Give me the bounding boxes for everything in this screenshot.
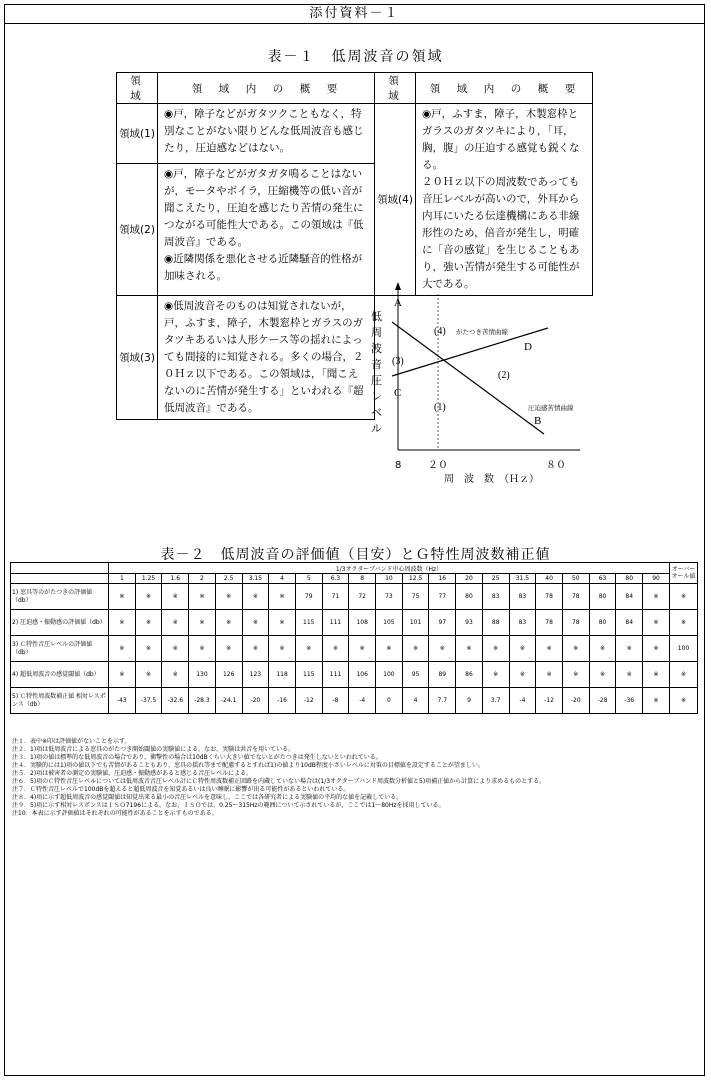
freq-header: 20 xyxy=(456,574,483,584)
freq-header: 50 xyxy=(562,574,589,584)
table-cell: 93 xyxy=(456,610,483,636)
notes-block xyxy=(12,738,545,818)
table-cell: 130 xyxy=(189,662,216,688)
graph-label-3: (3) xyxy=(392,356,404,367)
table-cell: 89 xyxy=(429,662,456,688)
table-cell: -20 xyxy=(562,688,589,714)
table-cell: 79 xyxy=(295,584,322,610)
table2-title: 表－２ 低周波音の評価値（目安）とＧ特性周波数補正値 xyxy=(160,547,551,563)
table2-freq-group-header: 1/3オクターブバンド中心周波数（Hz） xyxy=(109,563,670,574)
freq-header: 25 xyxy=(482,574,509,584)
note-line: 注４．実験的には1)項の値以下でも苦情があることもあり，窓具の揺れ等まで配慮するとすれば1)の値より10dB程度小さいレベルに対策の目標値を設定することが望ましい。 xyxy=(12,762,484,769)
table-cell: ※ xyxy=(643,688,670,714)
table1-title: 表－１ 低周波音の領域 xyxy=(267,49,444,65)
table-cell: ※ xyxy=(135,662,162,688)
table-cell: 123 xyxy=(242,662,269,688)
table-cell: ※ xyxy=(643,636,670,662)
region-graph-svg xyxy=(366,272,584,484)
region-4-text-a: ◉戸，ふすま，障子，木製窓枠とガラスのガタツキにより，「耳，胸，腹」の圧迫する感覚も鋭くなる。 xyxy=(422,108,580,171)
table-cell: 80 xyxy=(589,584,616,610)
table-cell: ※ xyxy=(215,636,242,662)
table-cell: -4 xyxy=(509,688,536,714)
table-cell: ※ xyxy=(215,610,242,636)
table-cell: 101 xyxy=(402,610,429,636)
table1-region-header-right: 領 域 xyxy=(375,73,416,104)
table-cell: 106 xyxy=(349,662,376,688)
table-cell: ※ xyxy=(589,662,616,688)
table-cell: ※ xyxy=(643,584,670,610)
table-row xyxy=(11,610,698,636)
table-cell: ※ xyxy=(482,662,509,688)
overall-cell: ※ xyxy=(670,584,698,610)
table-cell: ※ xyxy=(643,662,670,688)
table-cell: 105 xyxy=(376,610,403,636)
table-cell: 80 xyxy=(589,610,616,636)
table-cell: 73 xyxy=(376,584,403,610)
note-line: 注２．1)項は低周波音による窓具のがたつき開始閾値の実験値による。なお，実験は共音を用いている。 xyxy=(12,746,295,753)
table-cell: 78 xyxy=(536,610,563,636)
table-cell: ※ xyxy=(109,636,136,662)
graph-y-char: ベ xyxy=(371,406,382,419)
table-cell: 115 xyxy=(295,610,322,636)
table-cell: -4 xyxy=(349,688,376,714)
table-cell: 78 xyxy=(536,584,563,610)
table-cell: ※ xyxy=(456,636,483,662)
overall-cell: ※ xyxy=(670,610,698,636)
table-cell: 78 xyxy=(562,584,589,610)
graph-y-char: ル xyxy=(371,422,382,435)
table-cell: ※ xyxy=(482,636,509,662)
region-3-text: ◉低周波音そのものは知覚されないが，戸，ふすま，障子，木製窓枠とガラスのガタツキあるいは人形ケース等の揺れによっても間接的に知覚される。多くの場合，２０Ｈｚ以下である。この領域は，「聞こえないのに苦情が発生する」といわれる『超低周波音』である。 xyxy=(164,300,364,414)
note-line: 注８．4)項に示す超低周波音の感覚閾値は知覚出来る最小の音圧レベルを意味し，ここでは各研究者による実験値の平均的な値を記載している。 xyxy=(12,794,403,801)
table-cell: ※ xyxy=(536,636,563,662)
table-cell: ※ xyxy=(135,636,162,662)
table-cell: ※ xyxy=(189,610,216,636)
table-cell: ※ xyxy=(135,610,162,636)
table-cell: 108 xyxy=(349,610,376,636)
freq-header: 1.25 xyxy=(135,574,162,584)
freq-header: 10 xyxy=(376,574,403,584)
freq-header: 1 xyxy=(109,574,136,584)
table-cell: ※ xyxy=(269,636,296,662)
region-1-desc xyxy=(158,104,375,164)
table-cell: 100 xyxy=(376,662,403,688)
note-line: 注７．Ｃ特性音圧レベルで100dBを超えると超低周波音を知覚あるいは良い睡眠に影響が出る可能性があるといわれている。 xyxy=(12,786,350,793)
table-cell: ※ xyxy=(242,610,269,636)
table-cell: 111 xyxy=(322,662,349,688)
table-cell: ※ xyxy=(429,636,456,662)
row-label: 2) 圧迫感・振動感の評価値（db） xyxy=(11,610,109,636)
table-cell: -36 xyxy=(616,688,643,714)
table-cell: ※ xyxy=(189,636,216,662)
table-row xyxy=(11,688,698,714)
table-cell: 80 xyxy=(456,584,483,610)
table-cell: ※ xyxy=(509,636,536,662)
graph-label-b: B xyxy=(534,415,542,427)
table-cell: 118 xyxy=(269,662,296,688)
table-cell: 77 xyxy=(429,584,456,610)
note-line: 注３．1)項の値は標準的な低周波音の場合であり，衝撃性の場合は10dBくらい大きい値でないとがたつきは発生しないといわれている。 xyxy=(12,754,382,761)
table-cell: 95 xyxy=(402,662,429,688)
table-cell: 111 xyxy=(322,610,349,636)
freq-header: 80 xyxy=(616,574,643,584)
table-cell: ※ xyxy=(109,610,136,636)
graph-y-char: 波 xyxy=(371,342,382,355)
table-cell: 0 xyxy=(376,688,403,714)
graph-tick-8: 8 xyxy=(395,460,402,471)
table-cell: ※ xyxy=(562,662,589,688)
attachment-header: 添付資料－１ xyxy=(4,4,705,24)
table-cell: 126 xyxy=(215,662,242,688)
graph-label-2: (2) xyxy=(498,370,510,381)
table-cell: ※ xyxy=(189,584,216,610)
graph-y-char: 低 xyxy=(371,310,382,323)
graph-y-label xyxy=(371,310,382,435)
row-label: 1) 窓具等のがたつきの評価値（db） xyxy=(11,584,109,610)
row-label: 3) Ｃ特性音圧レベルの評価値（db） xyxy=(11,636,109,662)
table-cell: 86 xyxy=(456,662,483,688)
table-cell: -24.1 xyxy=(215,688,242,714)
graph-line2-label: 圧迫感苦情曲線 xyxy=(528,404,574,412)
table-cell: 83 xyxy=(509,610,536,636)
table-cell: ※ xyxy=(536,662,563,688)
graph-label-d: D xyxy=(524,341,532,353)
table1-summary-header-right: 領 域 内 の 概 要 xyxy=(416,73,593,104)
graph-y-char: 圧 xyxy=(371,374,382,387)
table-cell: ※ xyxy=(269,584,296,610)
freq-header: 40 xyxy=(536,574,563,584)
table-cell: ※ xyxy=(162,636,189,662)
table-cell: -43 xyxy=(109,688,136,714)
table-cell: ※ xyxy=(269,610,296,636)
table-cell: ※ xyxy=(215,584,242,610)
table-row xyxy=(11,636,698,662)
table-cell: -32.6 xyxy=(162,688,189,714)
table-cell: -20 xyxy=(242,688,269,714)
freq-header: 63 xyxy=(589,574,616,584)
region-1-label: 領域(1) xyxy=(117,104,158,164)
freq-header: 2 xyxy=(189,574,216,584)
freq-header: 8 xyxy=(349,574,376,584)
graph-y-char: 音 xyxy=(371,358,382,371)
table-cell: ※ xyxy=(109,584,136,610)
table-cell: -12 xyxy=(295,688,322,714)
table-row xyxy=(11,662,698,688)
table-cell: ※ xyxy=(109,662,136,688)
graph-x-label: 周 波 数 （Ｈｚ） xyxy=(444,474,539,484)
table-cell: -28.3 xyxy=(189,688,216,714)
table-cell: 115 xyxy=(295,662,322,688)
graph-y-char: 周 xyxy=(371,326,382,339)
table-cell: 71 xyxy=(322,584,349,610)
overall-cell: ※ xyxy=(670,662,698,688)
table-cell: ※ xyxy=(616,662,643,688)
table-cell: 84 xyxy=(616,610,643,636)
table2-corner-2 xyxy=(11,574,109,584)
graph-label-1: (1) xyxy=(434,402,446,413)
freq-header: 31.5 xyxy=(509,574,536,584)
table-cell: 75 xyxy=(402,584,429,610)
table-cell: 78 xyxy=(562,610,589,636)
table-cell: 83 xyxy=(509,584,536,610)
note-line: 注１．表中※印は評価値がないことを示す。 xyxy=(12,738,131,745)
overall-cell: ※ xyxy=(670,688,698,714)
table-cell: 72 xyxy=(349,584,376,610)
table-row xyxy=(11,584,698,610)
table-cell: 7.7 xyxy=(429,688,456,714)
table-cell: 84 xyxy=(616,584,643,610)
note-line: 注９．5)項に示す相対レスポンスはＩＳＯ7196による。なお，ＩＳＯでは，0.25～315Hzの範囲について示されているが，ここでは1～80Hzを採用している。 xyxy=(12,802,445,809)
region-4-label: 領域(4) xyxy=(375,104,416,296)
table-cell: ※ xyxy=(322,636,349,662)
row-label: 4) 超低周波音の感覚閾値（db） xyxy=(11,662,109,688)
table-cell: -8 xyxy=(322,688,349,714)
graph-line1-label: がたつき苦情曲線 xyxy=(456,328,508,336)
table1-region-header: 領 域 xyxy=(117,73,158,104)
table-cell: ※ xyxy=(376,636,403,662)
region-2-desc xyxy=(158,163,375,295)
table-cell: 9 xyxy=(456,688,483,714)
freq-header: 5 xyxy=(295,574,322,584)
note-line: 注６．5)項のＣ特性音圧レベルについては低周波音音圧レベル計にＣ特性周波数補正回路を内蔵していない場合は(1/3オクターブバンド周波数分析値と5)項補正値から計算により求めるものとする。 xyxy=(12,778,546,785)
table-cell: ※ xyxy=(135,584,162,610)
evaluation-table xyxy=(10,562,698,714)
table-cell: ※ xyxy=(643,610,670,636)
freq-header: 12.5 xyxy=(402,574,429,584)
graph-label-4: (4) xyxy=(434,326,446,337)
table-cell: -28 xyxy=(589,688,616,714)
table2-corner xyxy=(11,563,109,574)
graph-label-a: A xyxy=(394,297,402,309)
table-cell: ※ xyxy=(616,636,643,662)
freq-header: 90 xyxy=(643,574,670,584)
table1-summary-header: 領 域 内 の 概 要 xyxy=(158,73,375,104)
graph-y-char: レ xyxy=(371,390,382,403)
graph-tick-20: ２０ xyxy=(428,460,448,471)
table-cell: ※ xyxy=(295,636,322,662)
region-2-text-b: ◉近隣関係を悪化させる近隣騒音的性格が加味される。 xyxy=(164,252,363,282)
table-cell: ※ xyxy=(562,636,589,662)
note-line: 注５．2)項は被害者の測定の実験値，圧迫感・振動感があると感じる音圧レベルによる。 xyxy=(12,770,253,777)
table-cell: ※ xyxy=(589,636,616,662)
table-cell: ※ xyxy=(509,662,536,688)
table-cell: ※ xyxy=(402,636,429,662)
freq-header: 2.5 xyxy=(215,574,242,584)
table-cell: 97 xyxy=(429,610,456,636)
graph-y-arrow xyxy=(395,282,401,290)
table-cell: -37.5 xyxy=(135,688,162,714)
freq-header: 16 xyxy=(429,574,456,584)
table-cell: -16 xyxy=(269,688,296,714)
region-2-text-a: ◉戸，障子などがガタガタ鳴ることはないが，モータやボイラ，圧縮機等の低い音が聞こえたり，圧迫を感じたり苦情の発生につながる可能性大である。この領域は『低周波音』である。 xyxy=(164,167,364,248)
table-cell: ※ xyxy=(162,662,189,688)
freq-header: 3.15 xyxy=(242,574,269,584)
table-cell: ※ xyxy=(242,584,269,610)
region-1-text: ◉戸，障子などがガタツクこともなく，特別なことがない限りどんな低周波音も感じたり，圧迫感などはない。 xyxy=(164,108,364,154)
freq-header: 6.3 xyxy=(322,574,349,584)
region-2-label: 領域(2) xyxy=(117,163,158,295)
table-cell: 83 xyxy=(482,584,509,610)
table-cell: 3.7 xyxy=(482,688,509,714)
table-cell: 88 xyxy=(482,610,509,636)
graph-label-c: C xyxy=(394,387,402,399)
table-cell: ※ xyxy=(162,610,189,636)
table-cell: -12 xyxy=(536,688,563,714)
table2-overall-header: オーバーオール値 xyxy=(670,563,698,584)
row-label: 5) Ｃ特性周波数補正値 相対レスポンス（db） xyxy=(11,688,109,714)
overall-cell: 100 xyxy=(670,636,698,662)
region-4-text-b: ２０Ｈｚ以下の周波数であっても音圧レベルが高いので，外耳から内耳にいたる伝達機構にある非線形性のため，倍音が発生し，明確に「音の感覚」を生じることもあり，強い苦情が発生する可能性が大である。 xyxy=(422,176,580,290)
freq-header: 4 xyxy=(269,574,296,584)
region-4-desc xyxy=(416,104,593,296)
freq-header: 1.6 xyxy=(162,574,189,584)
table-cell: ※ xyxy=(162,584,189,610)
pressure-complaint-line xyxy=(392,322,544,434)
table-cell: ※ xyxy=(242,636,269,662)
graph-tick-80: ８０ xyxy=(546,460,566,471)
table-cell: 4 xyxy=(402,688,429,714)
region-graph xyxy=(366,272,584,484)
table-cell: ※ xyxy=(349,636,376,662)
note-line: 注10．本表に示す評価値はそれぞれの可能性があることを示すものである。 xyxy=(12,810,218,817)
region-3-label: 領域(3) xyxy=(117,296,158,420)
region-3-desc xyxy=(158,296,375,420)
